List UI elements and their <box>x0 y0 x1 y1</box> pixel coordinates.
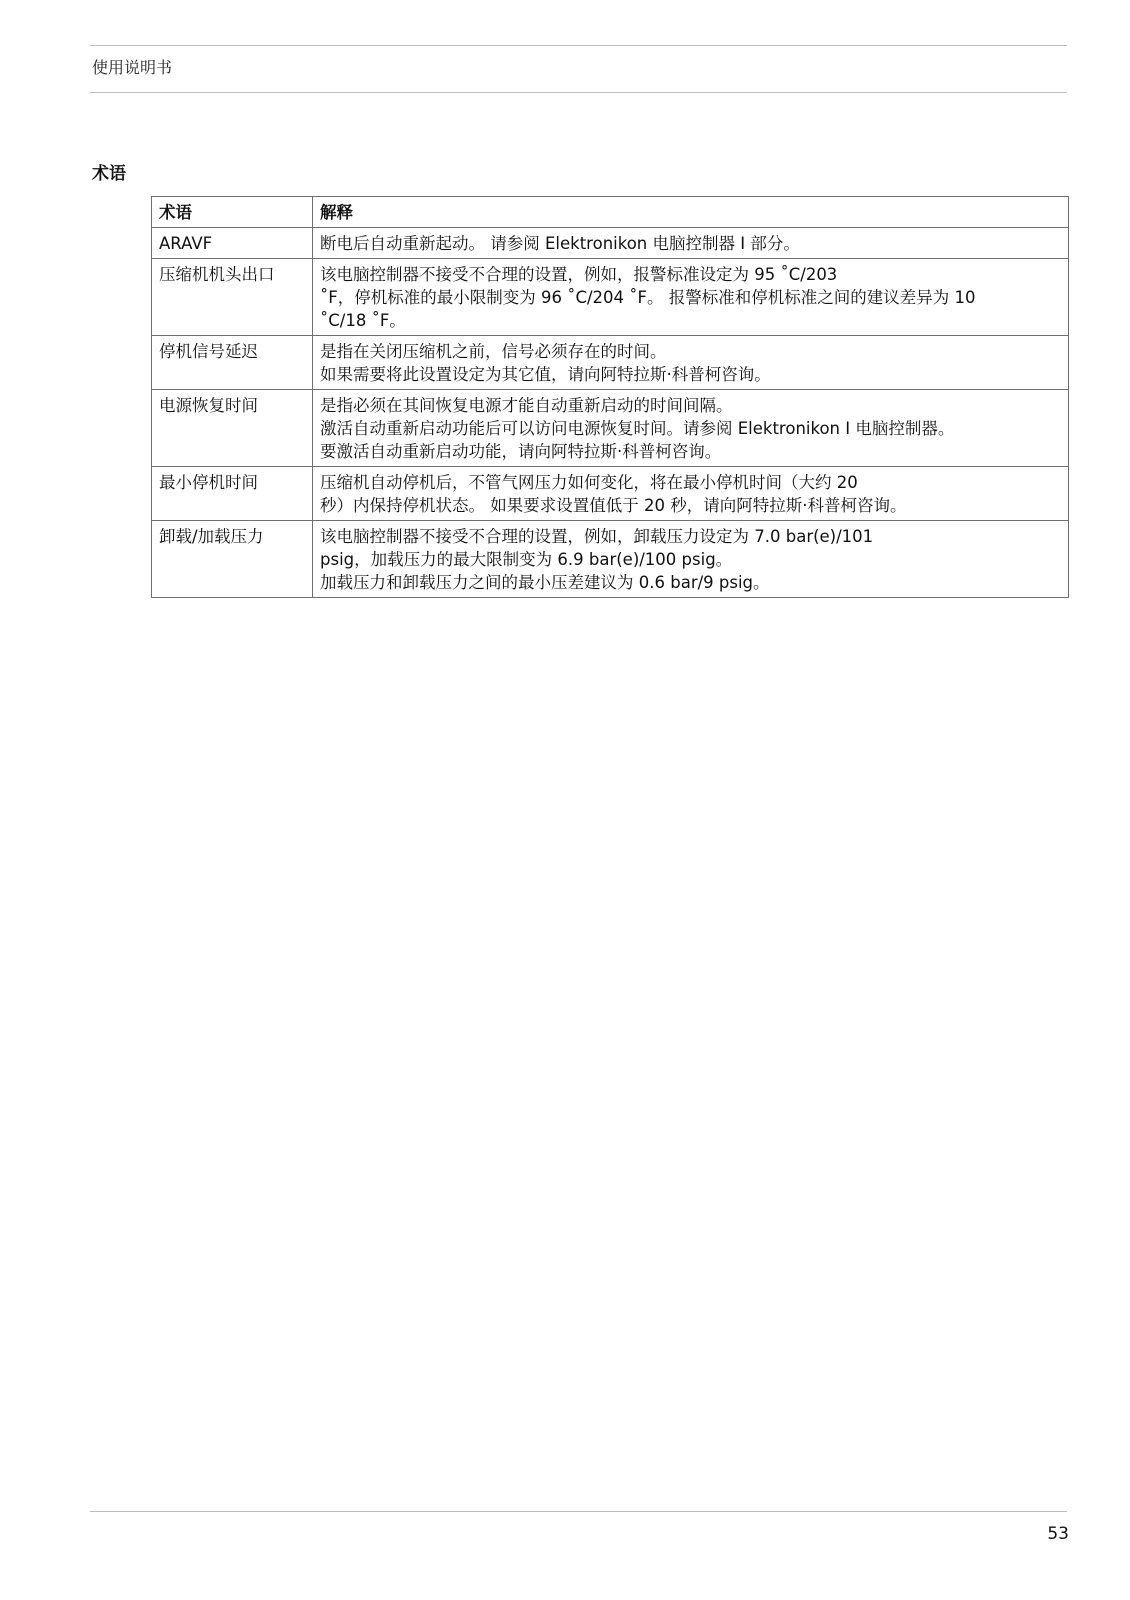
explanation-line: 加载压力和卸载压力之间的最小压差建议为 0.6 bar/9 psig。 <box>320 573 770 592</box>
explanation-cell <box>313 336 1069 390</box>
explanation-line: 该电脑控制器不接受不合理的设置，例如，报警标准设定为 95 ˚C/203 <box>320 265 838 284</box>
term-cell: 停机信号延迟 <box>152 336 313 390</box>
term-cell: ARAVF <box>152 228 313 259</box>
term-cell: 最小停机时间 <box>152 467 313 521</box>
terms-table <box>151 196 1069 598</box>
term-cell: 电源恢复时间 <box>152 390 313 467</box>
term-cell: 卸载/加载压力 <box>152 521 313 598</box>
page-number: 53 <box>1047 1524 1069 1544</box>
explanation-line: ˚F，停机标准的最小限制变为 96 ˚C/204 ˚F。 报警标准和停机标准之间的建议差异为 10 <box>320 288 976 307</box>
section-heading: 术语 <box>92 164 126 184</box>
explanation-line: 如果需要将此设置设定为其它值，请向阿特拉斯·科普柯咨询。 <box>320 365 771 384</box>
column-header-term: 术语 <box>152 197 313 228</box>
explanation-line: 断电后自动重新起动。 请参阅 Elektronikon 电脑控制器 I 部分。 <box>320 234 800 253</box>
explanation-line: 是指必须在其间恢复电源才能自动重新启动的时间间隔。 <box>320 396 733 415</box>
table-row <box>152 336 1069 390</box>
table-row <box>152 390 1069 467</box>
document-header-title: 使用说明书 <box>92 58 173 77</box>
table-row <box>152 467 1069 521</box>
header-bottom-rule <box>90 92 1067 93</box>
header-top-rule <box>90 45 1067 46</box>
explanation-line: 要激活自动重新启动功能，请向阿特拉斯·科普柯咨询。 <box>320 442 722 461</box>
footer-rule <box>90 1511 1067 1512</box>
explanation-cell <box>313 228 1069 259</box>
explanation-line: 激活自动重新启动功能后可以访问电源恢复时间。请参阅 Elektronikon I 电脑控制器。 <box>320 419 955 438</box>
table-header-row <box>152 197 1069 228</box>
explanation-cell <box>313 521 1069 598</box>
table-row <box>152 521 1069 598</box>
explanation-line: 压缩机自动停机后，不管气网压力如何变化，将在最小停机时间（大约 20 <box>320 473 858 492</box>
explanation-line: 秒）内保持停机状态。 如果要求设置值低于 20 秒，请向阿特拉斯·科普柯咨询。 <box>320 496 907 515</box>
table-row <box>152 228 1069 259</box>
explanation-line: psig，加载压力的最大限制变为 6.9 bar(e)/100 psig。 <box>320 550 733 569</box>
column-header-explanation: 解释 <box>313 197 1069 228</box>
explanation-line: 是指在关闭压缩机之前，信号必须存在的时间。 <box>320 342 667 361</box>
explanation-cell <box>313 259 1069 336</box>
table-row <box>152 259 1069 336</box>
explanation-line: 该电脑控制器不接受不合理的设置，例如，卸载压力设定为 7.0 bar(e)/101 <box>320 527 874 546</box>
explanation-line: ˚C/18 ˚F。 <box>320 311 406 330</box>
term-cell: 压缩机机头出口 <box>152 259 313 336</box>
explanation-cell <box>313 467 1069 521</box>
explanation-cell <box>313 390 1069 467</box>
